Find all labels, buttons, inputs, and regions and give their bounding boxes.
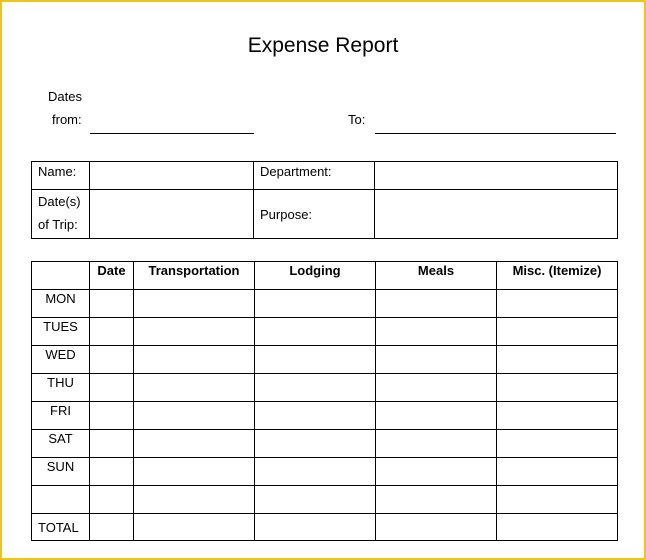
column-header-transportation: Transportation (134, 262, 255, 290)
expense-row-total-misc-cell[interactable] (497, 514, 618, 541)
dates-label: Dates (48, 89, 82, 104)
page-title: Expense Report (247, 34, 399, 57)
expense-row-sat-label: SAT (32, 430, 90, 458)
expense-row-thu-label: THU (32, 374, 90, 402)
expense-row-thu-misc-cell[interactable] (497, 374, 618, 402)
expense-row-wed-meals-cell[interactable] (376, 346, 497, 374)
expense-row-sun-meals-cell[interactable] (376, 458, 497, 486)
expense-row-tues-meals-cell[interactable] (376, 318, 497, 346)
expense-row-fri-date-cell[interactable] (90, 402, 134, 430)
trip-dates-label-line2: of Trip: (38, 217, 78, 232)
expense-row-total-date-cell[interactable] (90, 514, 134, 541)
column-header-meals: Meals (376, 262, 497, 290)
expense-row-sat-transportation-cell[interactable] (134, 430, 255, 458)
column-header-misc: Misc. (Itemize) (497, 262, 618, 290)
expense-row-sun-lodging-cell[interactable] (255, 458, 376, 486)
expense-row-wed (32, 346, 618, 374)
expense-row-thu-meals-cell[interactable] (376, 374, 497, 402)
name-field[interactable] (90, 162, 254, 190)
department-field[interactable] (375, 162, 618, 190)
expense-row-fri-misc-cell[interactable] (497, 402, 618, 430)
trip-info-table (31, 161, 618, 239)
expense-row-fri-transportation-cell[interactable] (134, 402, 255, 430)
dates-from-field[interactable] (90, 133, 254, 134)
expense-row-total (32, 514, 618, 541)
expense-row-sun-misc-cell[interactable] (497, 458, 618, 486)
purpose-field[interactable] (375, 190, 618, 239)
dates-to-label: To: (348, 112, 366, 127)
name-label: Name: (32, 162, 90, 190)
expense-row-mon-label: MON (32, 290, 90, 318)
expense-row-sat-date-cell[interactable] (90, 430, 134, 458)
expense-row-sun-label: SUN (32, 458, 90, 486)
column-header-lodging: Lodging (255, 262, 376, 290)
purpose-label: Purpose: (254, 190, 375, 239)
expense-row-tues-lodging-cell[interactable] (255, 318, 376, 346)
expense-row-sat-misc-cell[interactable] (497, 430, 618, 458)
expense-row-tues-transportation-cell[interactable] (134, 318, 255, 346)
dates-to-field[interactable] (375, 133, 616, 134)
trip-dates-label-line1: Date(s) (38, 194, 81, 209)
expense-row-wed-lodging-cell[interactable] (255, 346, 376, 374)
trip-dates-field[interactable] (90, 190, 254, 239)
department-label: Department: (254, 162, 375, 190)
expense-row-total-meals-cell[interactable] (376, 514, 497, 541)
expense-row-sun-date-cell[interactable] (90, 458, 134, 486)
expense-row-mon-lodging-cell[interactable] (255, 290, 376, 318)
expense-row-tues-date-cell[interactable] (90, 318, 134, 346)
trip-dates-label (32, 190, 90, 239)
expense-row-thu-transportation-cell[interactable] (134, 374, 255, 402)
expense-row-wed-date-cell[interactable] (90, 346, 134, 374)
expense-row-mon (32, 290, 618, 318)
expense-row-total-transportation-cell[interactable] (134, 514, 255, 541)
expense-row-tues-misc-cell[interactable] (497, 318, 618, 346)
expense-row-mon-transportation-cell[interactable] (134, 290, 255, 318)
expense-row-tues-label: TUES (32, 318, 90, 346)
expense-row-wed-label: WED (32, 346, 90, 374)
expense-row-fri-label: FRI (32, 402, 90, 430)
column-header-date: Date (90, 262, 134, 290)
expense-row-sun (32, 458, 618, 486)
expense-row-tues (32, 318, 618, 346)
expense-row-sun-transportation-cell[interactable] (134, 458, 255, 486)
expense-row-fri-lodging-cell[interactable] (255, 402, 376, 430)
expense-row-mon-misc-cell[interactable] (497, 290, 618, 318)
column-header-corner (32, 262, 90, 290)
expense-row-blank-meals-cell[interactable] (376, 486, 497, 514)
expense-row-sat (32, 430, 618, 458)
expense-row-blank-label (32, 486, 90, 514)
expense-row-thu-date-cell[interactable] (90, 374, 134, 402)
expense-row-total-lodging-cell[interactable] (255, 514, 376, 541)
expense-row-mon-date-cell[interactable] (90, 290, 134, 318)
expense-row-blank-lodging-cell[interactable] (255, 486, 376, 514)
expense-row-fri-meals-cell[interactable] (376, 402, 497, 430)
expense-header-row (32, 262, 618, 290)
expense-table (31, 261, 618, 541)
expense-row-fri (32, 402, 618, 430)
expense-row-sat-meals-cell[interactable] (376, 430, 497, 458)
expense-row-blank-transportation-cell[interactable] (134, 486, 255, 514)
expense-row-thu (32, 374, 618, 402)
expense-row-blank (32, 486, 618, 514)
expense-row-blank-date-cell[interactable] (90, 486, 134, 514)
expense-row-wed-misc-cell[interactable] (497, 346, 618, 374)
expense-row-blank-misc-cell[interactable] (497, 486, 618, 514)
expense-row-thu-lodging-cell[interactable] (255, 374, 376, 402)
expense-row-total-label: TOTAL (32, 514, 90, 541)
expense-row-sat-lodging-cell[interactable] (255, 430, 376, 458)
dates-from-label: from: (52, 112, 82, 127)
expense-row-mon-meals-cell[interactable] (376, 290, 497, 318)
expense-row-wed-transportation-cell[interactable] (134, 346, 255, 374)
